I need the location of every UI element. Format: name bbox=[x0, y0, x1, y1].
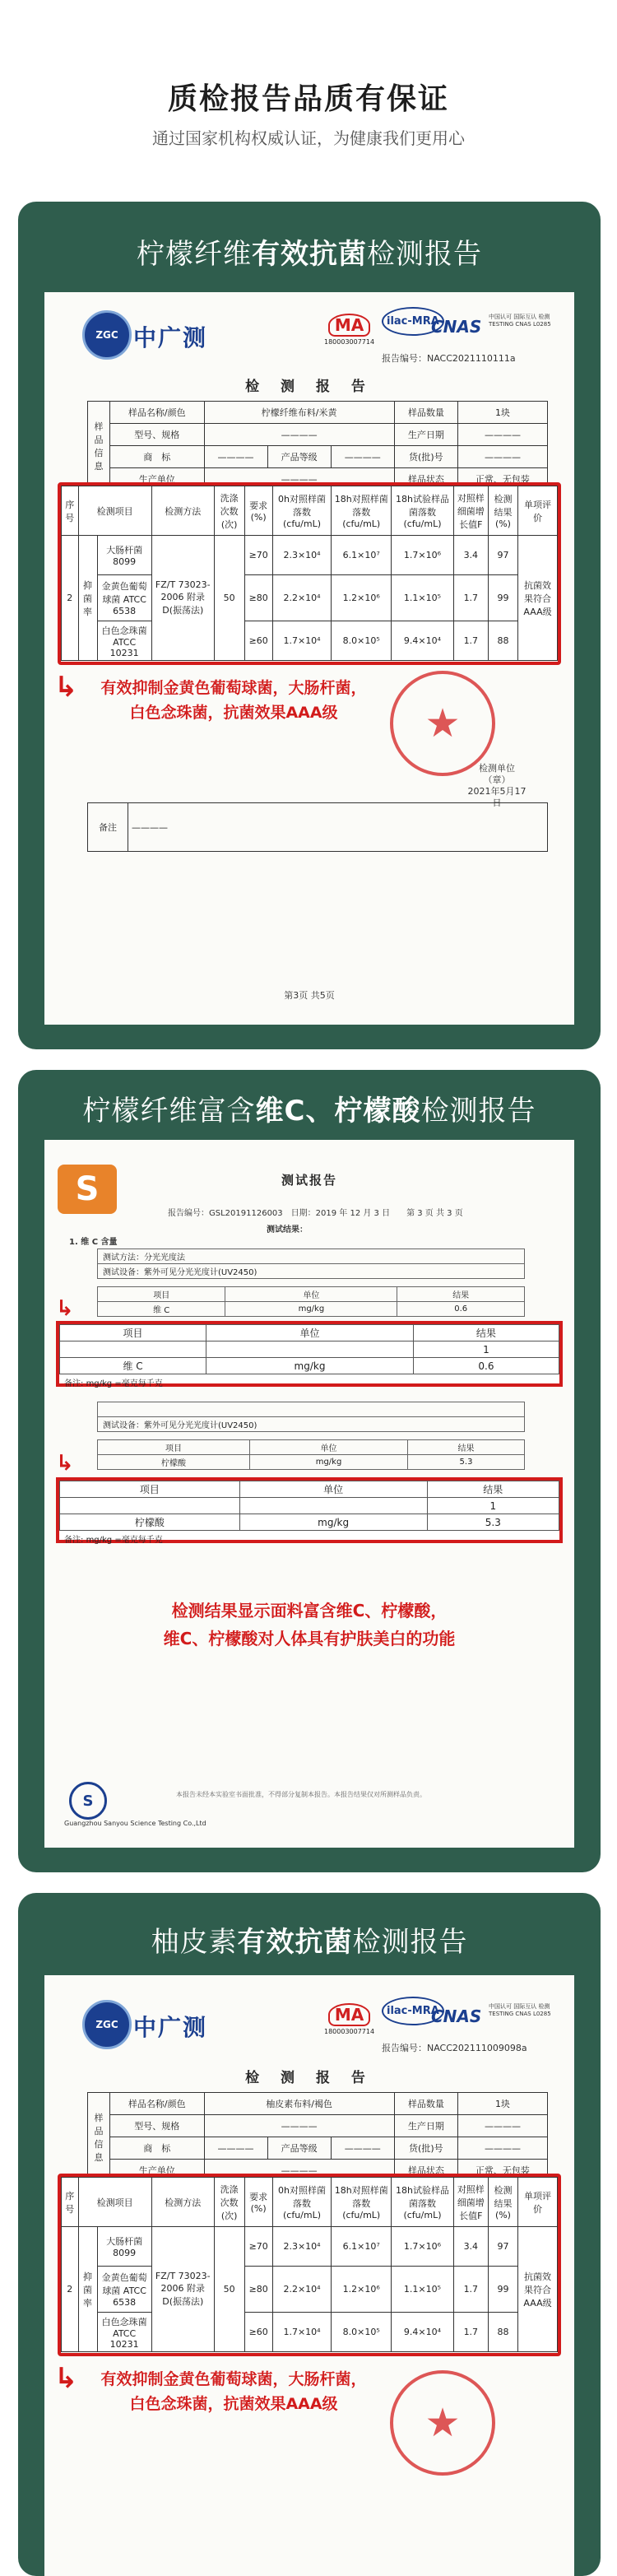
citric-acid-method-table: 测试设备：紫外可见分光光度计(UV2450) bbox=[97, 1402, 525, 1432]
antibacterial-results-table: 序号 检测项目 检测方法 洗涤次数(次) 要求(%) 0h对照样菌落数(cfu/mL) 18h对照样菌落数(cfu/mL) 18h试验样品菌落数(cfu/mL) 对照样细菌增长值F 检测结果(%) 单项评价 2 抑菌率 大肠杆菌 8099 FZ/T 73023-2006 附录D(振荡法) 50 ≥70 2.3×10⁴ 6.1×10⁷ 1.7×10⁶ 3.4 97 抗菌效果符合AAA级 金黄色葡萄球菌 ATCC 6538 ≥80 2.2×10⁴ 1.2×10⁶ 1.1×10⁵ 1.7 99 白色念珠菌 ATCC 10231 ≥60 1.7×10⁴ 8.0×10⁵ 9.4×10⁴ 1.7 88 bbox=[61, 2177, 558, 2352]
vitamin-c-method-table: 测试方法：分光光度法 测试设备：紫外可见分光光度计(UV2450) bbox=[97, 1248, 525, 1279]
cnas-cert-note: 中国认可 国际互认 检测 TESTING CNAS L0285 bbox=[489, 314, 551, 328]
report-number: 报告编号：NACC2021110111a bbox=[382, 353, 516, 364]
sample-info-table: 样品信息 样品名称/颜色 柚皮素布料/褐色 样品数量 1块 型号、规格 ———— 生产日期 ———— 商 标 ———— 产品等级 ———— 货(批)号 ———— 生产单位 ———— 样品状态 正常、无包装 bbox=[87, 2092, 548, 2182]
curved-arrow-icon: ↳ bbox=[56, 1296, 74, 1321]
panel-title: 柚皮素有效抗菌检测报告 bbox=[151, 1926, 468, 1959]
report-panel-vitamin-c bbox=[18, 1070, 601, 1872]
ilac-cert-icon: ilac-MRA bbox=[382, 315, 444, 328]
cnas-cert-note: 中国认可 国际互认 检测 TESTING CNAS L0285 bbox=[489, 2003, 551, 2017]
ma-cert-icon: MA 180003007714 bbox=[324, 315, 375, 346]
panel-title: 柠檬纤维富含维C、柠檬酸检测报告 bbox=[82, 1095, 536, 1128]
vitamin-c-highlight: 项目 单位 结果 1 维 C mg/kg 0.6 备注: mg/kg =毫克每千克 bbox=[56, 1321, 563, 1387]
remark-table: 备注 ———— bbox=[87, 802, 548, 852]
curved-arrow-icon: ↳ bbox=[56, 1451, 74, 1476]
report-title: 检 测 报 告 bbox=[245, 379, 373, 395]
page-number: 第3页 共5页 bbox=[284, 990, 335, 1001]
zgc-logo-icon: ZGC bbox=[82, 310, 132, 360]
page-header bbox=[0, 0, 617, 198]
citric-acid-small-table: 项目 单位 结果 柠檬酸 mg/kg 5.3 bbox=[97, 1439, 525, 1470]
report-title: 检 测 报 告 bbox=[245, 2070, 373, 2086]
result-heading: 测试结果： bbox=[267, 1225, 308, 1235]
vitamin-c-small-table: 项目 单位 结果 维 C mg/kg 0.6 bbox=[97, 1286, 525, 1317]
lab-logo-icon: S bbox=[58, 1165, 117, 1214]
panel-title: 柠檬纤维有效抗菌检测报告 bbox=[137, 238, 482, 271]
zgc-logo-icon: ZGC bbox=[82, 2000, 132, 2049]
report-number: 报告编号：NACC202111009098a bbox=[382, 2043, 527, 2053]
report-panel-lemon-antibacterial bbox=[18, 202, 601, 1049]
highlight-caption: 有效抑制金黄色葡萄球菌，大肠杆菌， 白色念珠菌，抗菌效果AAA级 bbox=[100, 679, 367, 722]
report-meta: 报告编号：GSL20191126003 日期：2019 年 12 月 3 日 第 3 页 共 3 页 bbox=[168, 1209, 463, 1218]
highlight-caption: 有效抑制金黄色葡萄球菌，大肠杆菌， 白色念珠菌，抗菌效果AAA级 bbox=[100, 2370, 367, 2413]
lab-seal-icon: S bbox=[69, 1782, 107, 1820]
page-title: 质检报告品质有保证 bbox=[167, 82, 449, 116]
cnas-cert-icon: CNAS bbox=[431, 2006, 482, 2026]
zgc-logo-text: 中广测 bbox=[133, 324, 208, 351]
lab-company-name: Guangzhou Sanyou Science Testing Co.,Ltd bbox=[64, 1820, 206, 1827]
signature-block: 检测单位 （章） 2021年5月17日 bbox=[467, 763, 527, 808]
report-document bbox=[44, 1975, 574, 2576]
report-title: 测试报告 bbox=[281, 1173, 337, 1188]
cnas-cert-icon: CNAS bbox=[431, 317, 482, 337]
citric-acid-highlight: 项目 单位 结果 1 柠檬酸 mg/kg 5.3 备注: mg/kg =毫克每千克 bbox=[56, 1477, 563, 1543]
curved-arrow-icon: ↳ bbox=[54, 2362, 78, 2395]
report-document bbox=[44, 292, 574, 1025]
section-vitamin-c: 1. 维 C 含量 bbox=[69, 1238, 118, 1247]
ilac-cert-icon: ilac-MRA bbox=[382, 2005, 444, 2017]
report-document bbox=[44, 1140, 574, 1848]
highlight-caption: 检测结果显示面料富含维C、柠檬酸， 维C、柠檬酸对人体具有护肤美白的功能 bbox=[163, 1601, 456, 1648]
curved-arrow-icon: ↳ bbox=[54, 671, 78, 704]
official-seal-icon: ★ bbox=[390, 671, 495, 776]
antibacterial-results-table: 序号 检测项目 检测方法 洗涤次数(次) 要求(%) 0h对照样菌落数(cfu/mL) 18h对照样菌落数(cfu/mL) 18h试验样品菌落数(cfu/mL) 对照样细菌增长值F 检测结果(%) 单项评价 2 抑菌率 大肠杆菌 8099 FZ/T 73023-2006 附录D(振荡法) 50 ≥70 2.3×10⁴ 6.1×10⁷ 1.7×10⁶ 3.4 97 抗菌效果符合AAA级 金黄色葡萄球菌 ATCC 6538 ≥80 2.2×10⁴ 1.2×10⁶ 1.1×10⁵ 1.7 99 白色念珠菌 ATCC 10231 ≥60 1.7×10⁴ 8.0×10⁵ 9.4×10⁴ 1.7 88 bbox=[61, 486, 558, 661]
report-panel-naringenin bbox=[18, 1893, 601, 2576]
highlight-frame bbox=[58, 482, 561, 665]
report-footer-note: 本报告未经本实验室书面批准，不得部分复制本报告。本报告结果仅对所测样品负责。 bbox=[176, 1791, 426, 1798]
zgc-logo-text: 中广测 bbox=[133, 2014, 208, 2041]
sample-info-table: 样品信息 样品名称/颜色 柠檬纤维布料/米黄 样品数量 1块 型号、规格 ———— 生产日期 ———— 商 标 ———— 产品等级 ———— 货(批)号 ———— 生产单位 ———— 样品状态 正常、无包装 bbox=[87, 401, 548, 491]
highlight-frame bbox=[58, 2174, 561, 2356]
official-seal-icon: ★ bbox=[390, 2370, 495, 2476]
ma-cert-icon: MA 180003007714 bbox=[324, 2005, 375, 2035]
page-subtitle: 通过国家机构权威认证，为健康我们更用心 bbox=[152, 128, 465, 148]
